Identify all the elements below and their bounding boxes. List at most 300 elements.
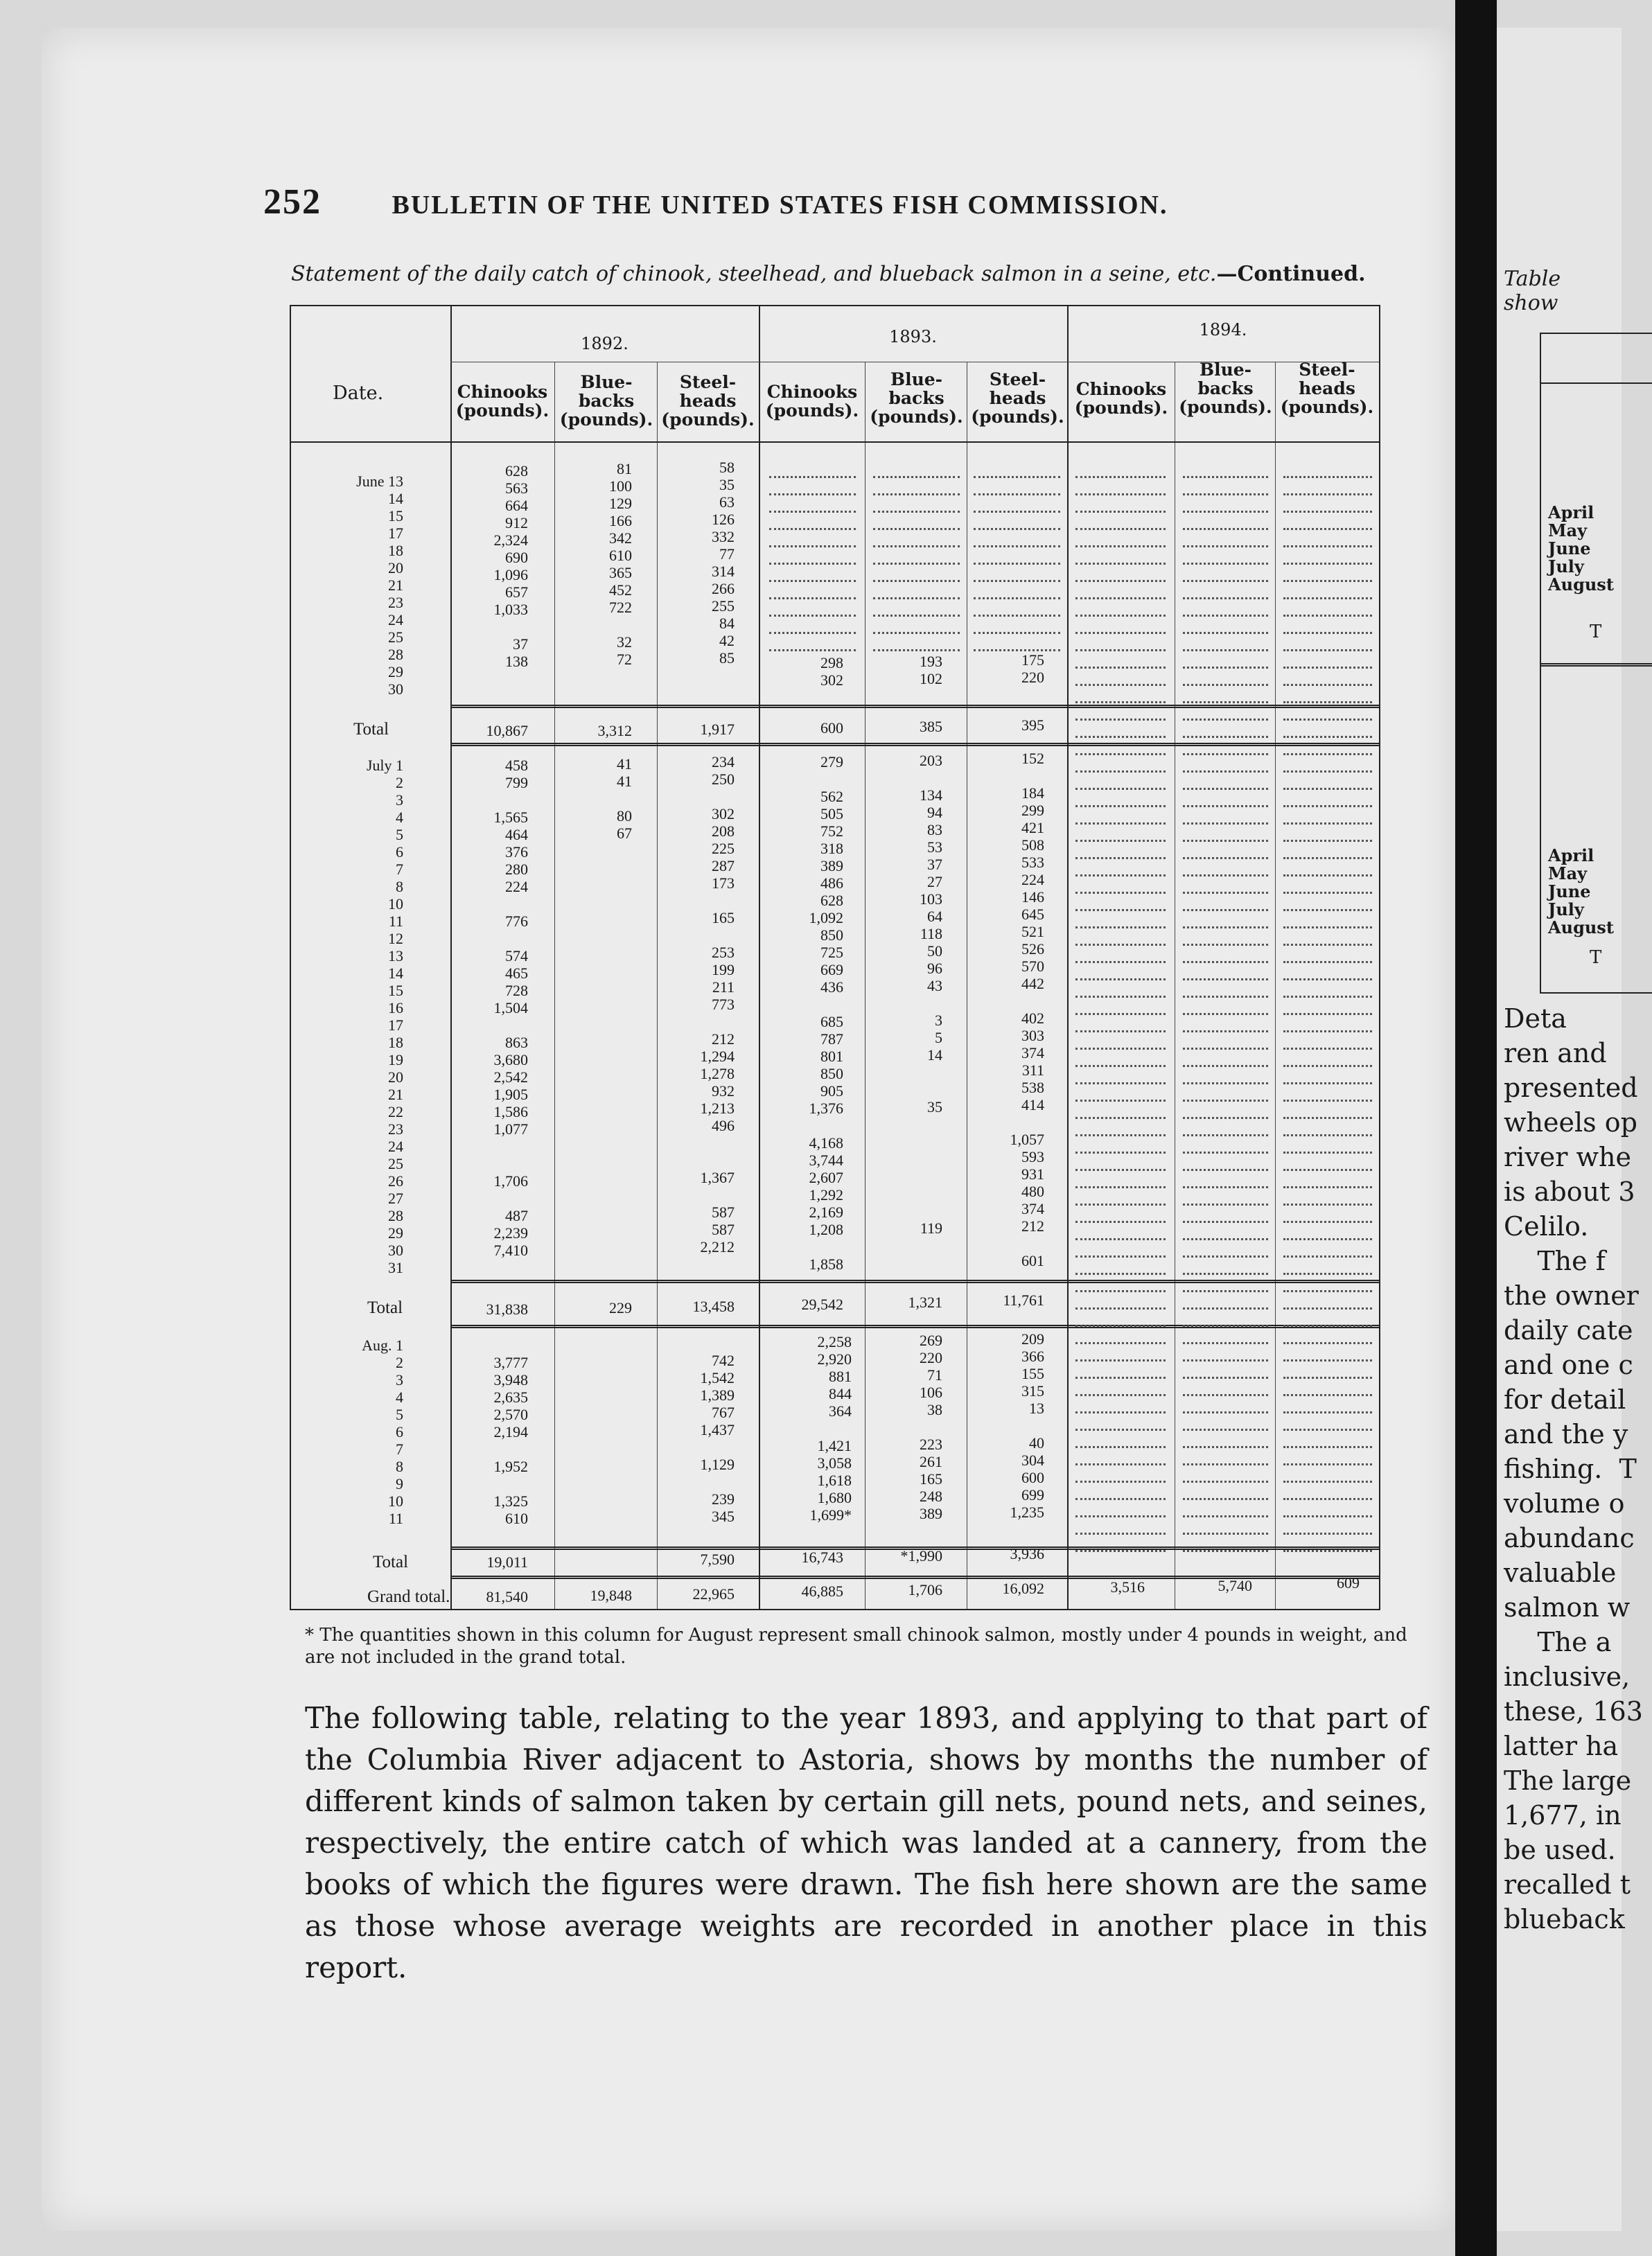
leader-dot-row: [1183, 1290, 1268, 1292]
leader-dot-row: [1283, 615, 1372, 617]
leader-dot-row: [1183, 1446, 1268, 1448]
leader-dot-row: [1283, 1550, 1372, 1552]
leader-dot-row: [1075, 736, 1166, 738]
leader-dot-row: [1283, 1100, 1372, 1102]
leader-dot-row: [769, 511, 856, 513]
leader-dot-row: [1283, 1048, 1372, 1050]
aug-total-label: Total: [373, 1553, 409, 1571]
leader-dot-row: [1075, 1394, 1166, 1396]
leader-dot-row: [1183, 770, 1268, 773]
leader-dot-row: [1283, 753, 1372, 755]
leader-dot-row: [769, 580, 856, 582]
page-gutter: [1455, 0, 1497, 2256]
june-steelheads-1892: 58 35 63 126 332 77 314 266 255 84 42 85: [712, 459, 735, 667]
leader-dot-row: [1283, 528, 1372, 530]
leader-dot-row: [1283, 1377, 1372, 1379]
leader-dot-row: [1183, 684, 1268, 686]
leader-dot-row: [1075, 805, 1166, 807]
leader-dot-row: [1283, 788, 1372, 790]
leader-dot-row: [1183, 961, 1268, 963]
july-steelheads-1892: 234 250 302 208 225 287 173 165 253 199 211 773 212 1,294 1,278 932 1,213 496 1,367 587 587 2,212: [700, 753, 735, 1255]
leader-dot-row: [1183, 493, 1268, 495]
leader-dot-row: [1075, 701, 1166, 703]
leader-dot-row: [1183, 1065, 1268, 1067]
july-steelheads-1893: 152 184 299 421 508 533 224 146 645 521 526 570 442 402 303 374 311 538 414 1,057 593 931 480 374 212 601: [1010, 750, 1044, 1269]
leader-dot-row: [1183, 978, 1268, 980]
leader-dot-row: [1183, 1255, 1268, 1258]
leader-dot-row: [1283, 701, 1372, 703]
aug-total-bluebacks-1893: *1,990: [900, 1547, 942, 1565]
leader-dot-row: [1283, 1013, 1372, 1015]
leader-dot-row: [1183, 1100, 1268, 1102]
running-head-title: BULLETIN OF THE UNITED STATES FISH COMMISSION.: [392, 191, 1168, 220]
leader-dot-row: [1183, 719, 1268, 721]
leader-dot-row: [1283, 961, 1372, 963]
leader-dot-row: [1283, 840, 1372, 842]
leader-dot-row: [1075, 649, 1166, 651]
leader-dot-row: [1075, 1152, 1166, 1154]
leader-dot-row: [1283, 996, 1372, 998]
leader-dot-row: [1283, 736, 1372, 738]
grand-total-steelheads-1894: 609: [1337, 1574, 1360, 1592]
leader-dot-row: [1283, 1238, 1372, 1240]
june-bluebacks-1893: 193 102: [920, 653, 942, 687]
leader-dot-row: [1183, 1221, 1268, 1223]
leader-dot-row: [1283, 667, 1372, 669]
leader-dot-row: [1283, 1082, 1372, 1084]
july-total-bluebacks-1893: 1,321: [908, 1294, 942, 1311]
leader-dot-row: [1075, 857, 1166, 859]
june-total-bluebacks-1892: 3,312: [597, 722, 632, 739]
leader-dot-row: [1183, 1117, 1268, 1119]
leader-dot-row: [1283, 1394, 1372, 1396]
leader-dot-row: [1183, 1429, 1268, 1431]
year-1894: 1894.: [1199, 320, 1247, 340]
leader-dot-row: [873, 597, 960, 599]
leader-dot-row: [873, 545, 960, 547]
leader-dot-row: [1283, 493, 1372, 495]
leader-dot-row: [1283, 580, 1372, 582]
grand-total-chinooks-1894: 3,516: [1110, 1578, 1145, 1596]
leader-dot-row: [873, 563, 960, 565]
leader-dot-row: [1283, 909, 1372, 911]
leader-dot-row: [1183, 1515, 1268, 1517]
leader-dot-row: [1283, 770, 1372, 773]
col-chinooks-1894: Chinooks (pounds).: [1074, 379, 1168, 418]
july-total-steelheads-1892: 13,458: [692, 1298, 735, 1315]
leader-dot-row: [1183, 1013, 1268, 1015]
leader-dot-row: [1075, 822, 1166, 825]
leader-dot-row: [1075, 1463, 1166, 1465]
leader-dot-row: [974, 511, 1060, 513]
june-chinooks-1893: 298 302: [820, 654, 843, 689]
leader-dot-row: [1283, 1325, 1372, 1327]
leader-dot-row: [1183, 753, 1268, 755]
leader-dot-row: [1283, 545, 1372, 547]
leader-dot-row: [974, 563, 1060, 565]
leader-dot-row: [1075, 788, 1166, 790]
year-1893-rule: [1067, 306, 1069, 1609]
leader-dot-row: [1183, 649, 1268, 651]
leader-dot-row: [1075, 944, 1166, 946]
leader-dot-row: [1183, 1048, 1268, 1050]
july-total-chinooks-1893: 29,542: [801, 1296, 843, 1313]
leader-dot-row: [1283, 822, 1372, 825]
leader-dot-row: [1075, 1411, 1166, 1413]
table-footnote: * The quantities shown in this column for August represent small chinook salmon, mostly under 4 pounds in weight, and are not included in the grand total.: [305, 1625, 1407, 1668]
leader-dot-row: [1183, 736, 1268, 738]
leader-dot-row: [1283, 1446, 1372, 1448]
june-total-steelheads-1893: 395: [1021, 716, 1044, 734]
leader-dot-row: [1183, 788, 1268, 790]
facing-months-b: April May June July August: [1548, 845, 1614, 937]
leader-dot-row: [1283, 476, 1372, 478]
leader-dot-row: [1183, 1377, 1268, 1379]
leader-dot-row: [1075, 1134, 1166, 1136]
grand-total-steelheads-1893: 16,092: [1002, 1580, 1044, 1597]
leader-dot-row: [1075, 1030, 1166, 1032]
aug-total-chinooks-1892: 19,011: [486, 1553, 528, 1571]
leader-dot-row: [1075, 1204, 1166, 1206]
leader-dot-row: [1075, 1481, 1166, 1483]
grand-total-chinooks-1892: 81,540: [486, 1588, 528, 1605]
leader-dot-row: [1183, 822, 1268, 825]
leader-dot-row: [1075, 1342, 1166, 1344]
july-total-chinooks-1892: 31,838: [486, 1301, 528, 1318]
aug-total-chinooks-1893: 16,743: [801, 1549, 843, 1566]
leader-dot-row: [769, 597, 856, 599]
col-steelheads-1893: Steel-heads (pounds).: [971, 369, 1064, 427]
leader-dot-row: [1283, 649, 1372, 651]
leader-dot-row: [1075, 667, 1166, 669]
leader-dot-row: [769, 649, 856, 651]
leader-dot-row: [1183, 805, 1268, 807]
col-bluebacks-1894: Blue-backs (pounds).: [1179, 360, 1272, 417]
leader-dot-row: [1283, 1169, 1372, 1171]
leader-dot-row: [1283, 1065, 1372, 1067]
leader-dot-row: [1283, 597, 1372, 599]
leader-dot-row: [1283, 1481, 1372, 1483]
july-dates: July 1 2 3 4 5 6 7 8 10 11 12 13 14 15 16 17 18 19 20 21 22 23 24 25 26 27 28 29 30 31: [366, 757, 403, 1276]
leader-dot-row: [1283, 719, 1372, 721]
leader-dot-row: [1075, 1325, 1166, 1327]
leader-dot-row: [1075, 1446, 1166, 1448]
leader-dot-row: [1183, 1411, 1268, 1413]
leader-dot-row: [1075, 770, 1166, 773]
leader-dot-row: [1283, 874, 1372, 876]
leader-dot-row: [1283, 1307, 1372, 1310]
leader-dot-row: [1075, 909, 1166, 911]
leader-dot-row: [1075, 597, 1166, 599]
leader-dot-row: [1183, 701, 1268, 703]
leader-dot-row: [769, 476, 856, 478]
page-number: 252: [263, 182, 322, 222]
leader-dot-row: [1183, 1342, 1268, 1344]
june-total-chinooks-1892: 10,867: [486, 722, 528, 739]
leader-dot-row: [1283, 978, 1372, 980]
leader-dot-row: [1283, 926, 1372, 928]
leader-dot-row: [1183, 1186, 1268, 1188]
leader-dot-row: [1183, 1498, 1268, 1500]
leader-dot-row: [1075, 874, 1166, 876]
leader-dot-row: [873, 632, 960, 634]
leader-dot-row: [1075, 1498, 1166, 1500]
facing-table: [1540, 333, 1652, 994]
facing-caption: Table show: [1504, 267, 1561, 315]
leader-dot-row: [873, 580, 960, 582]
leader-dot-row: [1283, 1359, 1372, 1361]
leader-dot-row: [1283, 944, 1372, 946]
leader-dot-row: [1183, 511, 1268, 513]
leader-dot-row: [1075, 528, 1166, 530]
col-bluebacks-1892: Blue-backs (pounds).: [559, 372, 653, 430]
july-total-steelheads-1893: 11,761: [1003, 1292, 1044, 1309]
june-total-chinooks-1893: 600: [820, 719, 843, 737]
leader-dot-row: [1075, 1515, 1166, 1517]
leader-dot-row: [974, 649, 1060, 651]
leader-dot-row: [1075, 545, 1166, 547]
june-bluebacks-1892: 81 100 129 166 342 610 365 452 722 32 72: [609, 460, 632, 668]
leader-dot-row: [1183, 580, 1268, 582]
leader-dot-row: [1183, 1204, 1268, 1206]
july-bluebacks-1893: 203 134 94 83 53 37 27 103 64 118 50 96 43 3 5 14 35 119: [920, 752, 942, 1237]
leader-dot-row: [974, 528, 1060, 530]
col-chinooks-1892: Chinooks (pounds).: [455, 382, 550, 421]
caption-suffix: —Continued.: [1216, 262, 1366, 286]
leader-dot-row: [1183, 926, 1268, 928]
leader-dot-row: [1283, 892, 1372, 894]
leader-dot-row: [1075, 563, 1166, 565]
facing-total-b: T: [1590, 947, 1602, 968]
leader-dot-row: [1183, 632, 1268, 634]
leader-dot-row: [1075, 1238, 1166, 1240]
col-bluebacks-1893: Blue-backs (pounds).: [870, 369, 963, 427]
june-chinooks-1892: 628 563 664 912 2,324 690 1,096 657 1,033 37 138: [493, 462, 528, 670]
leader-dot-row: [974, 493, 1060, 495]
leader-dot-row: [873, 528, 960, 530]
leader-dot-row: [1283, 1186, 1372, 1188]
july-chinooks-1892: 458 799 1,565 464 376 280 224 776 574 465 728 1,504 863 3,680 2,542 1,905 1,586 1,077 1,706 487 2,239 7,410: [493, 757, 528, 1259]
leader-dot-row: [873, 511, 960, 513]
leader-dot-row: [1075, 1065, 1166, 1067]
june-total-steelheads-1892: 1,917: [700, 721, 735, 738]
leader-dot-row: [1075, 1117, 1166, 1119]
leader-dot-row: [1283, 805, 1372, 807]
june-total-bluebacks-1893: 385: [920, 718, 942, 735]
leader-dot-row: [1183, 1169, 1268, 1171]
leader-dot-row: [1075, 1082, 1166, 1084]
leader-dot-row: [1075, 1290, 1166, 1292]
leader-dot-row: [1075, 840, 1166, 842]
july-chinooks-1893: 279 562 505 752 318 389 486 628 1,092 850 725 669 436 685 787 801 850 905 1,376 4,168 3,744 2,607 1,292 2,169 1,208 1,858: [809, 753, 843, 1273]
leader-dot-row: [1183, 1082, 1268, 1084]
leader-dot-row: [1283, 1290, 1372, 1292]
leader-dot-row: [1075, 978, 1166, 980]
leader-dot-row: [1183, 1307, 1268, 1310]
facing-months-a: April May June July August: [1548, 502, 1614, 594]
leader-dot-row: [974, 632, 1060, 634]
leader-dot-row: [1283, 1463, 1372, 1465]
leader-dot-row: [1183, 1325, 1268, 1327]
leader-dot-row: [1283, 1429, 1372, 1431]
leader-dot-row: [1283, 1117, 1372, 1119]
leader-dot-row: [1075, 580, 1166, 582]
leader-dot-row: [1283, 1533, 1372, 1535]
leader-dot-row: [1183, 1238, 1268, 1240]
leader-dot-row: [1183, 944, 1268, 946]
leader-dot-row: [1283, 1134, 1372, 1136]
facing-page: [1497, 28, 1643, 2231]
leader-dot-row: [1283, 1273, 1372, 1275]
leader-dot-row: [1075, 1550, 1166, 1552]
leader-dot-row: [1075, 493, 1166, 495]
leader-dot-row: [1183, 1481, 1268, 1483]
aug-steelheads-1893: 209 366 155 315 13 40 304 600 699 1,235: [1010, 1330, 1044, 1521]
july-total-label: Total: [367, 1298, 403, 1317]
leader-dot-row: [1183, 1030, 1268, 1032]
leader-dot-row: [1183, 1394, 1268, 1396]
grand-total-bluebacks-1893: 1,706: [908, 1581, 942, 1598]
leader-dot-row: [1283, 511, 1372, 513]
leader-dot-row: [1183, 1550, 1268, 1552]
leader-dot-row: [1283, 1221, 1372, 1223]
leader-dot-row: [1183, 1359, 1268, 1361]
leader-dot-row: [1183, 892, 1268, 894]
leader-dot-row: [1183, 476, 1268, 478]
leader-dot-row: [1183, 909, 1268, 911]
leader-dot-row: [1075, 1048, 1166, 1050]
leader-dot-row: [974, 476, 1060, 478]
leader-dot-row: [1075, 684, 1166, 686]
col-steelheads-1892: Steel-heads (pounds).: [661, 372, 755, 430]
leader-dot-row: [1283, 1030, 1372, 1032]
leader-dot-row: [1075, 1221, 1166, 1223]
leader-dot-row: [1183, 563, 1268, 565]
leader-dot-row: [1283, 632, 1372, 634]
leader-dot-row: [1075, 1359, 1166, 1361]
leader-dot-row: [769, 615, 856, 617]
leader-dot-row: [1183, 597, 1268, 599]
leader-dot-row: [974, 545, 1060, 547]
leader-dot-row: [769, 632, 856, 634]
leader-dot-row: [769, 545, 856, 547]
june-dates: June 13 14 15 17 18 20 21 23 24 25 28 29 30: [356, 473, 403, 698]
leader-dot-row: [769, 528, 856, 530]
leader-dot-row: [1183, 1533, 1268, 1535]
year-1893: 1893.: [889, 327, 937, 346]
leader-dot-row: [1075, 996, 1166, 998]
june-total-label: Total: [353, 720, 389, 739]
leader-dot-row: [1283, 1255, 1372, 1258]
leader-dot-row: [1183, 667, 1268, 669]
running-header: [263, 182, 1441, 222]
leader-dot-row: [1075, 753, 1166, 755]
leader-dot-row: [1183, 1273, 1268, 1275]
table-caption: [291, 262, 1414, 286]
leader-dot-row: [1183, 840, 1268, 842]
leader-dot-row: [974, 580, 1060, 582]
col-chinooks-1893: Chinooks (pounds).: [765, 382, 859, 421]
grand-total-chinooks-1893: 46,885: [801, 1583, 843, 1600]
leader-dot-row: [1075, 1013, 1166, 1015]
facing-text: Deta ren and presented wheels op river whe is about 3 Celilo. The f the owner daily cate and one c for detail and the y fishing. T volume o abundanc valuable salmon w The a inclusive, these, 163 latter ha The large 1,677, in be used. recalled t blueback: [1504, 1003, 1643, 1935]
leader-dot-row: [1075, 1273, 1166, 1275]
leader-dot-row: [873, 476, 960, 478]
leader-dot-row: [1075, 1100, 1166, 1102]
year-1892: 1892.: [581, 334, 629, 353]
leader-dot-row: [1075, 1429, 1166, 1431]
leader-dot-row: [1075, 892, 1166, 894]
leader-dot-row: [1075, 1169, 1166, 1171]
leader-dot-row: [1183, 528, 1268, 530]
july-bluebacks-1892: 41 41 80 67: [617, 755, 632, 842]
grand-total-bluebacks-1892: 19,848: [590, 1587, 632, 1604]
leader-dot-row: [1283, 1152, 1372, 1154]
leader-dot-row: [769, 563, 856, 565]
leader-dot-row: [1283, 857, 1372, 859]
leader-dot-row: [1283, 684, 1372, 686]
leader-dot-row: [1183, 615, 1268, 617]
leader-dot-row: [1183, 545, 1268, 547]
aug-steelheads-1892: 742 1,542 1,389 767 1,437 1,129 239 345: [700, 1352, 735, 1525]
leader-dot-row: [1283, 1411, 1372, 1413]
leader-dot-row: [1075, 1255, 1166, 1258]
date-header: Date.: [333, 382, 384, 404]
leader-dot-row: [1075, 615, 1166, 617]
aug-total-steelheads-1893: 3,936: [1010, 1545, 1044, 1562]
leader-dot-row: [1283, 1515, 1372, 1517]
leader-dot-row: [1075, 1533, 1166, 1535]
grand-total-steelheads-1892: 22,965: [692, 1585, 735, 1603]
body-paragraph: The following table, relating to the year 1893, and applying to that part of the Columbia River adjacent to Astoria, shows by months the number of different kinds of salmon taken by certain gill nets, pound nets, and seines, respectively, the entire catch of which was landed at a cannery, from the books of which the figures were drawn. The fish here shown are the same as those whose average weights are recorded in another place in this report.: [305, 1701, 1427, 1984]
leader-dot-row: [1283, 1498, 1372, 1500]
aug-bluebacks-1893: 269 220 71 106 38 223 261 165 248 389: [920, 1332, 942, 1522]
leader-dot-row: [1183, 1463, 1268, 1465]
leader-dot-row: [1075, 476, 1166, 478]
leader-dot-row: [1183, 874, 1268, 876]
leader-dot-row: [1183, 1152, 1268, 1154]
leader-dot-row: [1075, 1377, 1166, 1379]
grand-total-label: Grand total.: [367, 1587, 450, 1606]
leader-dot-row: [1075, 1307, 1166, 1310]
aug-chinooks-1893: 2,258 2,920 881 844 364 1,421 3,058 1,618 1,680 1,699*: [809, 1333, 852, 1524]
aug-total-steelheads-1892: 7,590: [700, 1551, 735, 1568]
june-steelheads-1893: 175 220: [1021, 651, 1044, 686]
leader-dot-row: [1283, 563, 1372, 565]
header-rule: [291, 441, 1379, 443]
aug-dates: Aug. 1 2 3 4 5 6 7 8 9 10 11: [362, 1337, 403, 1527]
leader-dot-row: [1075, 926, 1166, 928]
leader-dot-row: [974, 597, 1060, 599]
leader-dot-row: [1075, 632, 1166, 634]
leader-dot-row: [1183, 1134, 1268, 1136]
july-total-bluebacks-1892: 229: [609, 1299, 632, 1316]
aug-chinooks-1892: 3,777 3,948 2,635 2,570 2,194 1,952 1,325 610: [493, 1354, 528, 1527]
leader-dot-row: [873, 649, 960, 651]
leader-dot-row: [1283, 1204, 1372, 1206]
caption-text: Statement of the daily catch of chinook, steelhead, and blueback salmon in a seine, etc.: [291, 262, 1217, 286]
catch-table: [290, 305, 1380, 1610]
leader-dot-row: [1183, 996, 1268, 998]
leader-dot-row: [1075, 1186, 1166, 1188]
leader-dot-row: [769, 493, 856, 495]
leader-dot-row: [1075, 961, 1166, 963]
leader-dot-row: [873, 615, 960, 617]
leader-dot-row: [1283, 1342, 1372, 1344]
leader-dot-row: [873, 493, 960, 495]
leader-dot-row: [974, 615, 1060, 617]
leader-dot-row: [1075, 511, 1166, 513]
